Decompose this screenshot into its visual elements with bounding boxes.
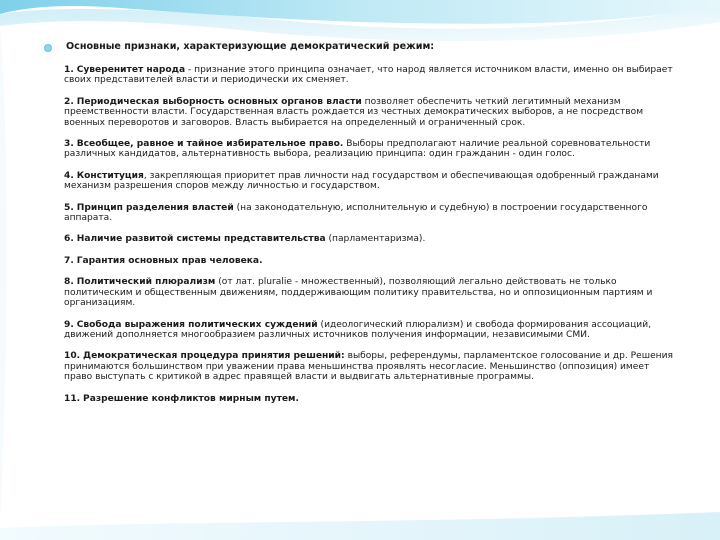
left-edge-shade	[0, 26, 7, 520]
item-text: - признание этого принципа означает, что народ является источником власти, именно он выбирает своих представителей власти и периодически их сменяет.	[64, 65, 673, 86]
item-term: Периодическая выборность основных органов власти	[76, 96, 362, 107]
item-number: 6.	[64, 234, 74, 245]
list-item	[44, 277, 676, 308]
item-text: (идеологический плюрализм) и свобода формирования ассоциаций, движений дополняется многообразием различных источников получения информации, независимыми СМИ.	[64, 319, 651, 340]
slide-heading: Основные признаки, характеризующие демократический режим:	[66, 41, 435, 52]
bullet-dot-icon	[44, 44, 52, 52]
item-number: 1.	[64, 65, 74, 75]
item-term: Суверенитет народа	[76, 65, 186, 75]
item-text: позволяет обеспечить четкий легитимный механизм преемственности власти. Государственная власть рождается из честных демократических выборов, а не посредством военных переворотов и заговоров. Власть выбирается на определенный и ограниченный срок.	[64, 96, 644, 128]
slide-content	[44, 40, 676, 415]
list-item	[44, 234, 676, 244]
item-term: Наличие развитой системы представительства	[76, 234, 326, 245]
item-number: 2.	[64, 96, 74, 107]
bottom-swoosh	[0, 512, 720, 540]
item-term: Конституция	[76, 170, 144, 181]
item-number: 3.	[64, 139, 74, 150]
item-number: 7.	[64, 255, 74, 266]
item-term: Гарантия основных прав человека.	[76, 255, 263, 266]
item-number: 4.	[64, 170, 74, 181]
list-item	[44, 203, 676, 224]
list-item	[44, 320, 676, 341]
list-item	[44, 97, 676, 128]
item-term: Разрешение конфликтов мирным путем.	[83, 393, 299, 404]
item-term: Политический плюрализм	[76, 277, 216, 288]
item-term: Принцип разделения властей	[76, 202, 234, 213]
item-text: (парламентаризма).	[325, 234, 426, 245]
item-text: Выборы предполагают наличие реальной соревновательности различных кандидатов, альтернативность выбора, реализацию принципа: один гражданин - один голос.	[64, 139, 651, 160]
list-item	[44, 139, 676, 160]
list-item	[44, 256, 676, 266]
item-number: 11.	[64, 393, 81, 404]
item-term: Свобода выражения политических суждений	[76, 319, 318, 330]
item-number: 5.	[64, 202, 74, 213]
item-number: 10.	[64, 351, 81, 362]
item-text: выборы, референдумы, парламентское голосование и др. Решения принимаются большинством при уважении права меньшинства проявлять несогласие. Меньшинство (оппозиция) имеет право выступать с критикой в адрес правящей власти и выдвигать альтернативные программы.	[64, 351, 673, 383]
heading-row	[44, 40, 676, 54]
item-term: Всеобщее, равное и тайное избирательное право.	[76, 139, 344, 150]
item-number: 8.	[64, 277, 74, 288]
item-text: , закрепляющая приоритет прав личности над государством и обеспечивающая одобренный гражданами механизм разрешения споров между личностью и государством.	[64, 170, 659, 192]
item-text: (на законодательную, исполнительную и судебную) в построении государственного аппарата.	[64, 202, 648, 224]
item-term: Демократическая процедура принятия решений:	[83, 351, 345, 362]
item-number: 9.	[64, 319, 74, 330]
list-item	[44, 351, 676, 382]
item-text: (от лат. pluralie - множественный), позволяющий легально действовать не только политическим и общественным движениям, поддерживающим политику правительства, но и оппозиционным партиям и организациям.	[64, 277, 653, 309]
list-item	[44, 394, 676, 404]
list-item	[44, 65, 676, 86]
list-item	[44, 171, 676, 192]
